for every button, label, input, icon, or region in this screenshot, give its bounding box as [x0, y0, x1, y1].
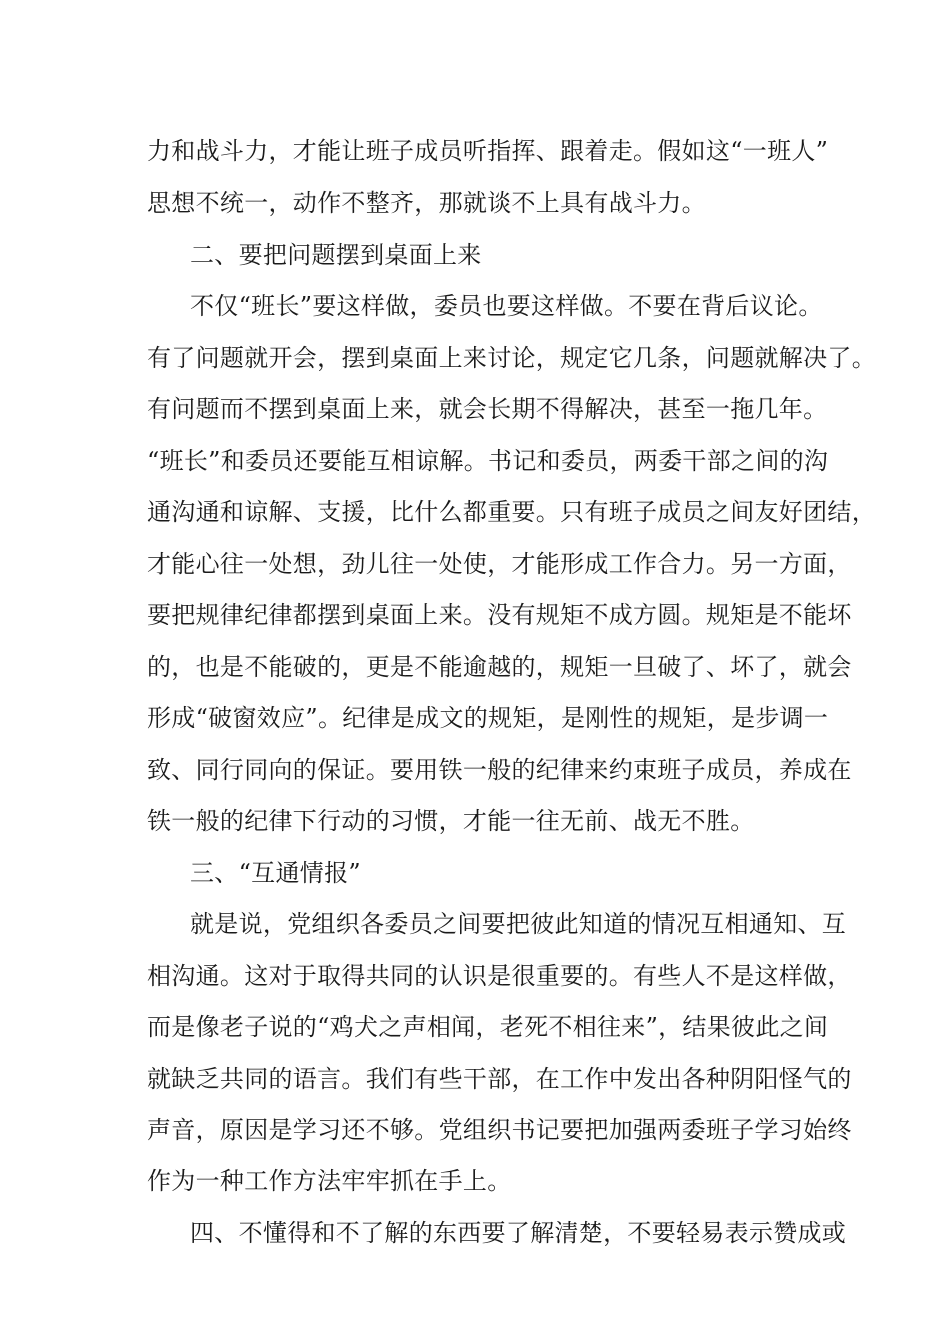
paragraph-line: 铁一般的纪律下行动的习惯，才能一往无前、战无不胜。 [147, 807, 755, 835]
paragraph-line: 力和战斗力，才能让班子成员听指挥、跟着走。假如这“一班人” [147, 137, 829, 165]
paragraph-line: 形成“破窗效应”。纪律是成文的规矩，是刚性的规矩，是步调一 [147, 704, 829, 732]
paragraph-line: 就缺乏共同的语言。我们有些干部，在工作中发出各种阴阳怪气的 [147, 1065, 852, 1093]
paragraph-line: 有问题而不摆到桌面上来，就会长期不得解决，甚至一拖几年。 [147, 395, 828, 423]
paragraph-line: 相沟通。这对于取得共同的认识是很重要的。有些人不是这样做， [147, 962, 852, 990]
paragraph-line: 而是像老子说的“鸡犬之声相闻，老死不相往来”，结果彼此之间 [147, 1013, 829, 1041]
paragraph-line: “班长”和委员还要能互相谅解。书记和委员，两委干部之间的沟 [147, 447, 829, 475]
paragraph-line: 就是说，党组织各委员之间要把彼此知道的情况互相通知、互 [190, 910, 847, 938]
paragraph-line: 不仅“班长”要这样做，委员也要这样做。不要在背后议论。 [190, 292, 823, 320]
section-heading: 三、“互通情报” [190, 859, 361, 887]
paragraph-line: 要把规律纪律都摆到桌面上来。没有规矩不成方圆。规矩是不能坏 [147, 601, 852, 629]
paragraph-line: 有了问题就开会，摆到桌面上来讨论，规定它几条，问题就解决了。 [147, 344, 876, 372]
paragraph-line: 作为一种工作方法牢牢抓在手上。 [147, 1167, 512, 1195]
paragraph-line: 思想不统一，动作不整齐，那就谈不上具有战斗力。 [147, 189, 706, 217]
paragraph-line: 通沟通和谅解、支援，比什么都重要。只有班子成员之间友好团结， [147, 498, 876, 526]
paragraph-line: 致、同行同向的保证。要用铁一般的纪律来约束班子成员，养成在 [147, 756, 852, 784]
section-heading: 二、要把问题摆到桌面上来 [190, 241, 482, 269]
paragraph-line: 声音，原因是学习还不够。党组织书记要把加强两委班子学习始终 [147, 1116, 852, 1144]
paragraph-line: 的，也是不能破的，更是不能逾越的，规矩一旦破了、坏了，就会 [147, 653, 852, 681]
paragraph-line: 才能心往一处想，劲儿往一处使，才能形成工作合力。另一方面， [147, 550, 852, 578]
section-heading: 四、不懂得和不了解的东西要了解清楚，不要轻易表示赞成或 [190, 1219, 847, 1247]
